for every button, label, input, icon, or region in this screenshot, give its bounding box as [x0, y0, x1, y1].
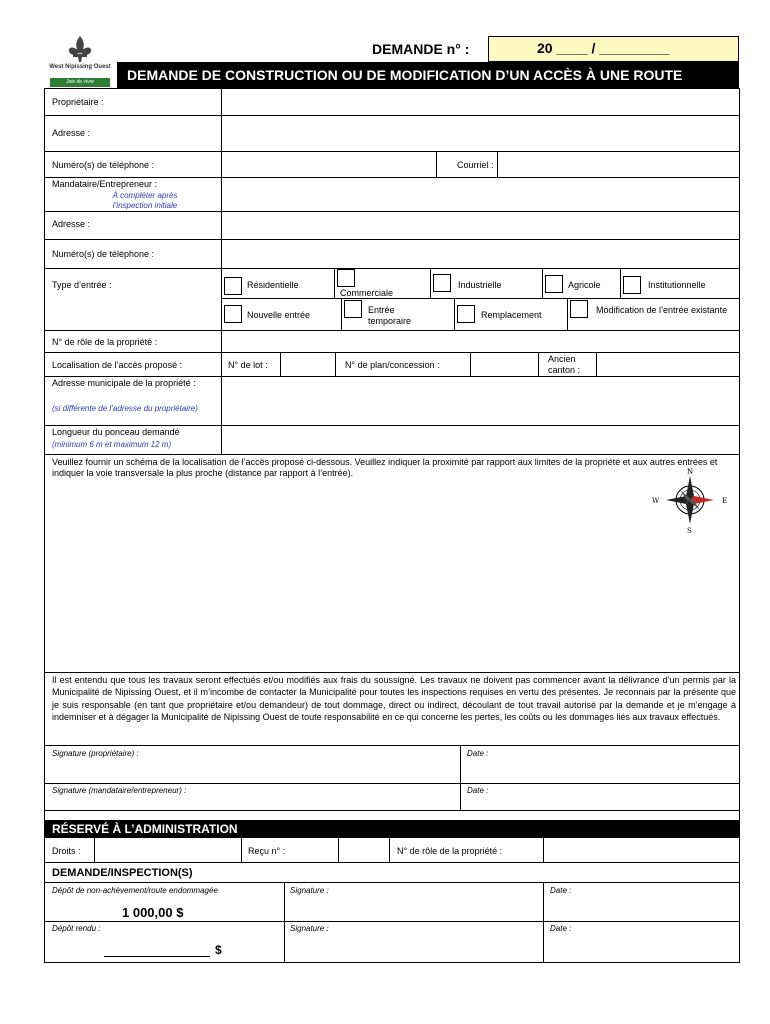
admin-role-input[interactable] — [544, 839, 739, 862]
admin-date-label: Date : — [550, 886, 572, 895]
page-title: DEMANDE DE CONSTRUCTION OU DE MODIFICATION D’UN ACCÈS À UNE ROUTE — [127, 67, 683, 83]
courriel-input[interactable] — [498, 152, 739, 177]
inspection-header: DEMANDE/INSPECTION(S) — [52, 867, 193, 879]
logo — [44, 34, 116, 88]
admin-date2-input[interactable] — [545, 934, 738, 960]
demande-number: 20 ____ / _________ — [537, 40, 670, 56]
form-title-bar — [117, 62, 739, 88]
checkbox-entree-temporaire[interactable] — [344, 300, 362, 318]
type-entree-label: Type d’entrée : — [52, 280, 112, 290]
ancien-canton-input[interactable] — [597, 353, 739, 376]
telephone-label: Numéro(s) de téléphone : — [52, 160, 155, 170]
remplacement-label: Remplacement — [481, 310, 542, 320]
admin-header: RÉSERVÉ À L’ADMINISTRATION — [52, 822, 238, 836]
depot-rendu-input[interactable] — [104, 940, 210, 957]
sig-proprietaire-input[interactable] — [46, 758, 456, 782]
adresse-municipale-note: (si différente de l’adresse du propriétaire) — [52, 404, 198, 413]
demande-number-field[interactable] — [488, 36, 739, 62]
date1-label: Date : — [467, 749, 489, 758]
logo-tagline: Joie de vivre — [50, 78, 110, 87]
mandataire-input[interactable] — [222, 178, 739, 211]
checkbox-commerciale[interactable] — [337, 269, 355, 287]
no-lot-label: N° de lot : — [228, 360, 268, 370]
no-plan-input[interactable] — [471, 353, 538, 376]
checkbox-agricole[interactable] — [545, 275, 563, 293]
entree-temporaire-label: Entrée temporaire — [368, 305, 412, 326]
industrielle-label: Industrielle — [458, 280, 502, 290]
demande-label: DEMANDE n° : — [372, 41, 470, 57]
admin-signature-input[interactable] — [286, 896, 542, 918]
admin-signature2-input[interactable] — [286, 934, 542, 960]
droits-label: Droits : — [52, 846, 81, 856]
telephone2-input[interactable] — [222, 240, 739, 268]
checkbox-residentielle[interactable] — [224, 277, 242, 295]
no-plan-label: N° de plan/concession : — [345, 360, 440, 370]
checkbox-industrielle[interactable] — [433, 274, 451, 292]
admin-date2-label: Date : — [550, 924, 572, 933]
date1-input[interactable] — [462, 758, 738, 782]
declaration-text: Il est entendu que tous les travaux seront effectués et/ou modifiés aux frais du soussigné. Les travaux ne doivent pas commencer avant la délivrance d’un permis par la Municipalité de Nipissing Ouest, et il m’incombe de contacter la Municipalité pour toutes les inspections requises en vertu des présentes. Je reconnais par la présente que je suis responsable (en tant que propriétaire et/ou demandeur) de tout dommage, direct ou indirect, découlant de tout travail autorisé par la demande et je m’engage à indemniser et à dégager la Municipalité de Nipissing Ouest de toute responsabilité en ce qui concerne les pertes, les coûts ou les dommages liés aux travaux effectués. — [52, 675, 736, 722]
compass-e: E — [722, 497, 728, 505]
admin-role-label: N° de rôle de la propriété : — [397, 846, 503, 856]
compass-n: N — [687, 468, 694, 476]
schema-drawing-area[interactable] — [46, 484, 738, 672]
dollar-sign: $ — [215, 943, 222, 957]
longueur-note: (minimum 6 m et maximum 12 m) — [52, 440, 172, 449]
longueur-input[interactable] — [222, 426, 739, 454]
depot-rendu-label: Dépôt rendu : — [52, 924, 101, 933]
sig-proprietaire-label: Signature (propriétaire) : — [52, 749, 139, 758]
admin-signature2-label: Signature : — [290, 924, 329, 933]
recu-input[interactable] — [339, 839, 389, 862]
institutionnelle-label: Institutionnelle — [648, 280, 706, 290]
mandataire-note: À compléter après l’inspection initiale — [112, 191, 178, 210]
modification-label: Modification de l’entrée existante — [596, 305, 728, 315]
telephone-input[interactable] — [222, 152, 436, 177]
recu-label: Reçu n° : — [248, 846, 286, 856]
commerciale-label: Commerciale — [340, 288, 394, 298]
droits-input[interactable] — [95, 839, 241, 862]
role-input[interactable] — [222, 331, 739, 352]
checkbox-nouvelle-entree[interactable] — [224, 305, 242, 323]
adresse-municipale-label: Adresse municipale de la propriété : — [52, 378, 196, 388]
proprietaire-input[interactable] — [222, 89, 739, 115]
admin-header-bar — [44, 820, 740, 838]
role-label: N° de rôle de la propriété : — [52, 337, 158, 347]
adresse-label: Adresse : — [52, 128, 91, 138]
adresse2-label: Adresse : — [52, 219, 91, 229]
checkbox-modification[interactable] — [570, 300, 588, 318]
date2-label: Date : — [467, 786, 489, 795]
adresse-municipale-input[interactable] — [222, 377, 739, 425]
depot-label: Dépôt de non-achèvement/route endommagée — [52, 886, 218, 895]
agricole-label: Agricole — [568, 280, 601, 290]
longueur-label: Longueur du ponceau demandé — [52, 427, 180, 437]
admin-date-input[interactable] — [545, 896, 738, 918]
telephone2-label: Numéro(s) de téléphone : — [52, 249, 155, 259]
schema-instructions: Veuillez fournir un schéma de la localisation de l’accès proposé ci-dessous. Veuillez indiquer la proximité par rapport aux limites de la propriété et aux autres entrées et indiquer la voie transversale la plus proche (distance par rapport à l’entrée). — [52, 457, 718, 478]
proprietaire-label: Propriétaire : — [52, 97, 104, 107]
courriel-label: Courriel : — [457, 160, 494, 170]
adresse2-input[interactable] — [222, 212, 739, 239]
sig-mandataire-input[interactable] — [46, 796, 456, 814]
logo-name: West Nipissing Ouest — [49, 64, 111, 70]
checkbox-remplacement[interactable] — [457, 305, 475, 323]
localisation-label: Localisation de l’accès proposé : — [52, 360, 183, 370]
nouvelle-entree-label: Nouvelle entrée — [247, 310, 311, 320]
admin-signature-label: Signature : — [290, 886, 329, 895]
sig-mandataire-label: Signature (mandataire/entrepreneur) : — [52, 786, 187, 795]
no-lot-input[interactable] — [281, 353, 335, 376]
mandataire-label: Mandataire/Entrepreneur : — [52, 179, 158, 189]
date2-input[interactable] — [462, 796, 738, 814]
residentielle-label: Résidentielle — [247, 280, 299, 290]
fleur-de-lis-icon — [44, 34, 116, 64]
ancien-canton-label: Ancien canton : — [548, 354, 581, 375]
compass-s: S — [687, 527, 692, 535]
compass-icon — [652, 466, 732, 536]
adresse-input[interactable] — [222, 116, 739, 151]
checkbox-institutionnelle[interactable] — [623, 276, 641, 294]
compass-w: W — [652, 497, 660, 505]
depot-amount: 1 000,00 $ — [122, 905, 184, 920]
